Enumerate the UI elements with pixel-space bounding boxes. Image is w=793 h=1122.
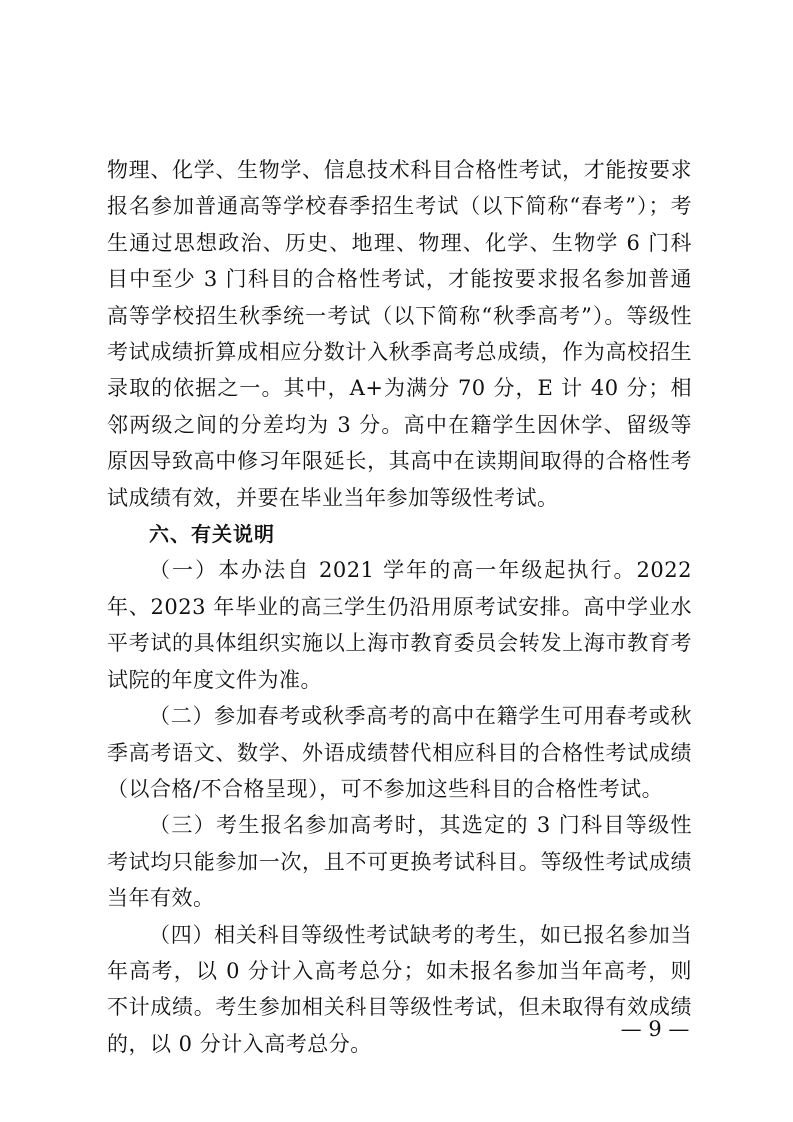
item-4: （四）相关科目等级性考试缺考的考生，如已报名参加当年高考，以 0 分计入高考总分；如未报名参加当年高考，则不计成绩。考生参加相关科目等级性考试，但未取得有效成绩的，以 0 分计入高考总分。 [107, 922, 692, 1056]
item-3: （三）考生报名参加高考时，其选定的 3 门科目等级性考试均只能参加一次，且不可更换考试科目。等级性考试成绩当年有效。 [107, 813, 692, 911]
section-heading: 六、有关说明 [149, 522, 275, 547]
body-text [107, 152, 692, 1062]
page-number: — 9 — [620, 1017, 690, 1041]
paragraph-continued: 物理、化学、生物学、信息技术科目合格性考试，才能按要求报名参加普通高等学校春季招生考试（以下简称“春考”）；考生通过思想政治、历史、地理、物理、化学、生物学 6 门科目中至少 3 门科目的合格性考试，才能按要求报名参加普通高等学校招生秋季统一考试（以下简称“秋季高考”）。等级性考试成绩折算成相应分数计入秋季高考总成绩，作为高校招生录取的依据之一。其中，A+为满分 70 分，E 计 40 分；相邻两级之间的分差均为 3 分。高中在籍学生因休学、留级等原因导致高中修习年限延长，其高中在读期间取得的合格性考试成绩有效，并要在毕业当年参加等级性考试。 [107, 158, 692, 510]
item-1: （一）本办法自 2021 学年的高一年级起执行。2022 年、2023 年毕业的高三学生仍沿用原考试安排。高中学业水平考试的具体组织实施以上海市教育委员会转发上海市教育考试院的年度文件为准。 [107, 558, 692, 692]
item-2: （二）参加春考或秋季高考的高中在籍学生可用春考或秋季高考语文、数学、外语成绩替代相应科目的合格性考试成绩（以合格/不合格呈现），可不参加这些科目的合格性考试。 [107, 704, 692, 801]
